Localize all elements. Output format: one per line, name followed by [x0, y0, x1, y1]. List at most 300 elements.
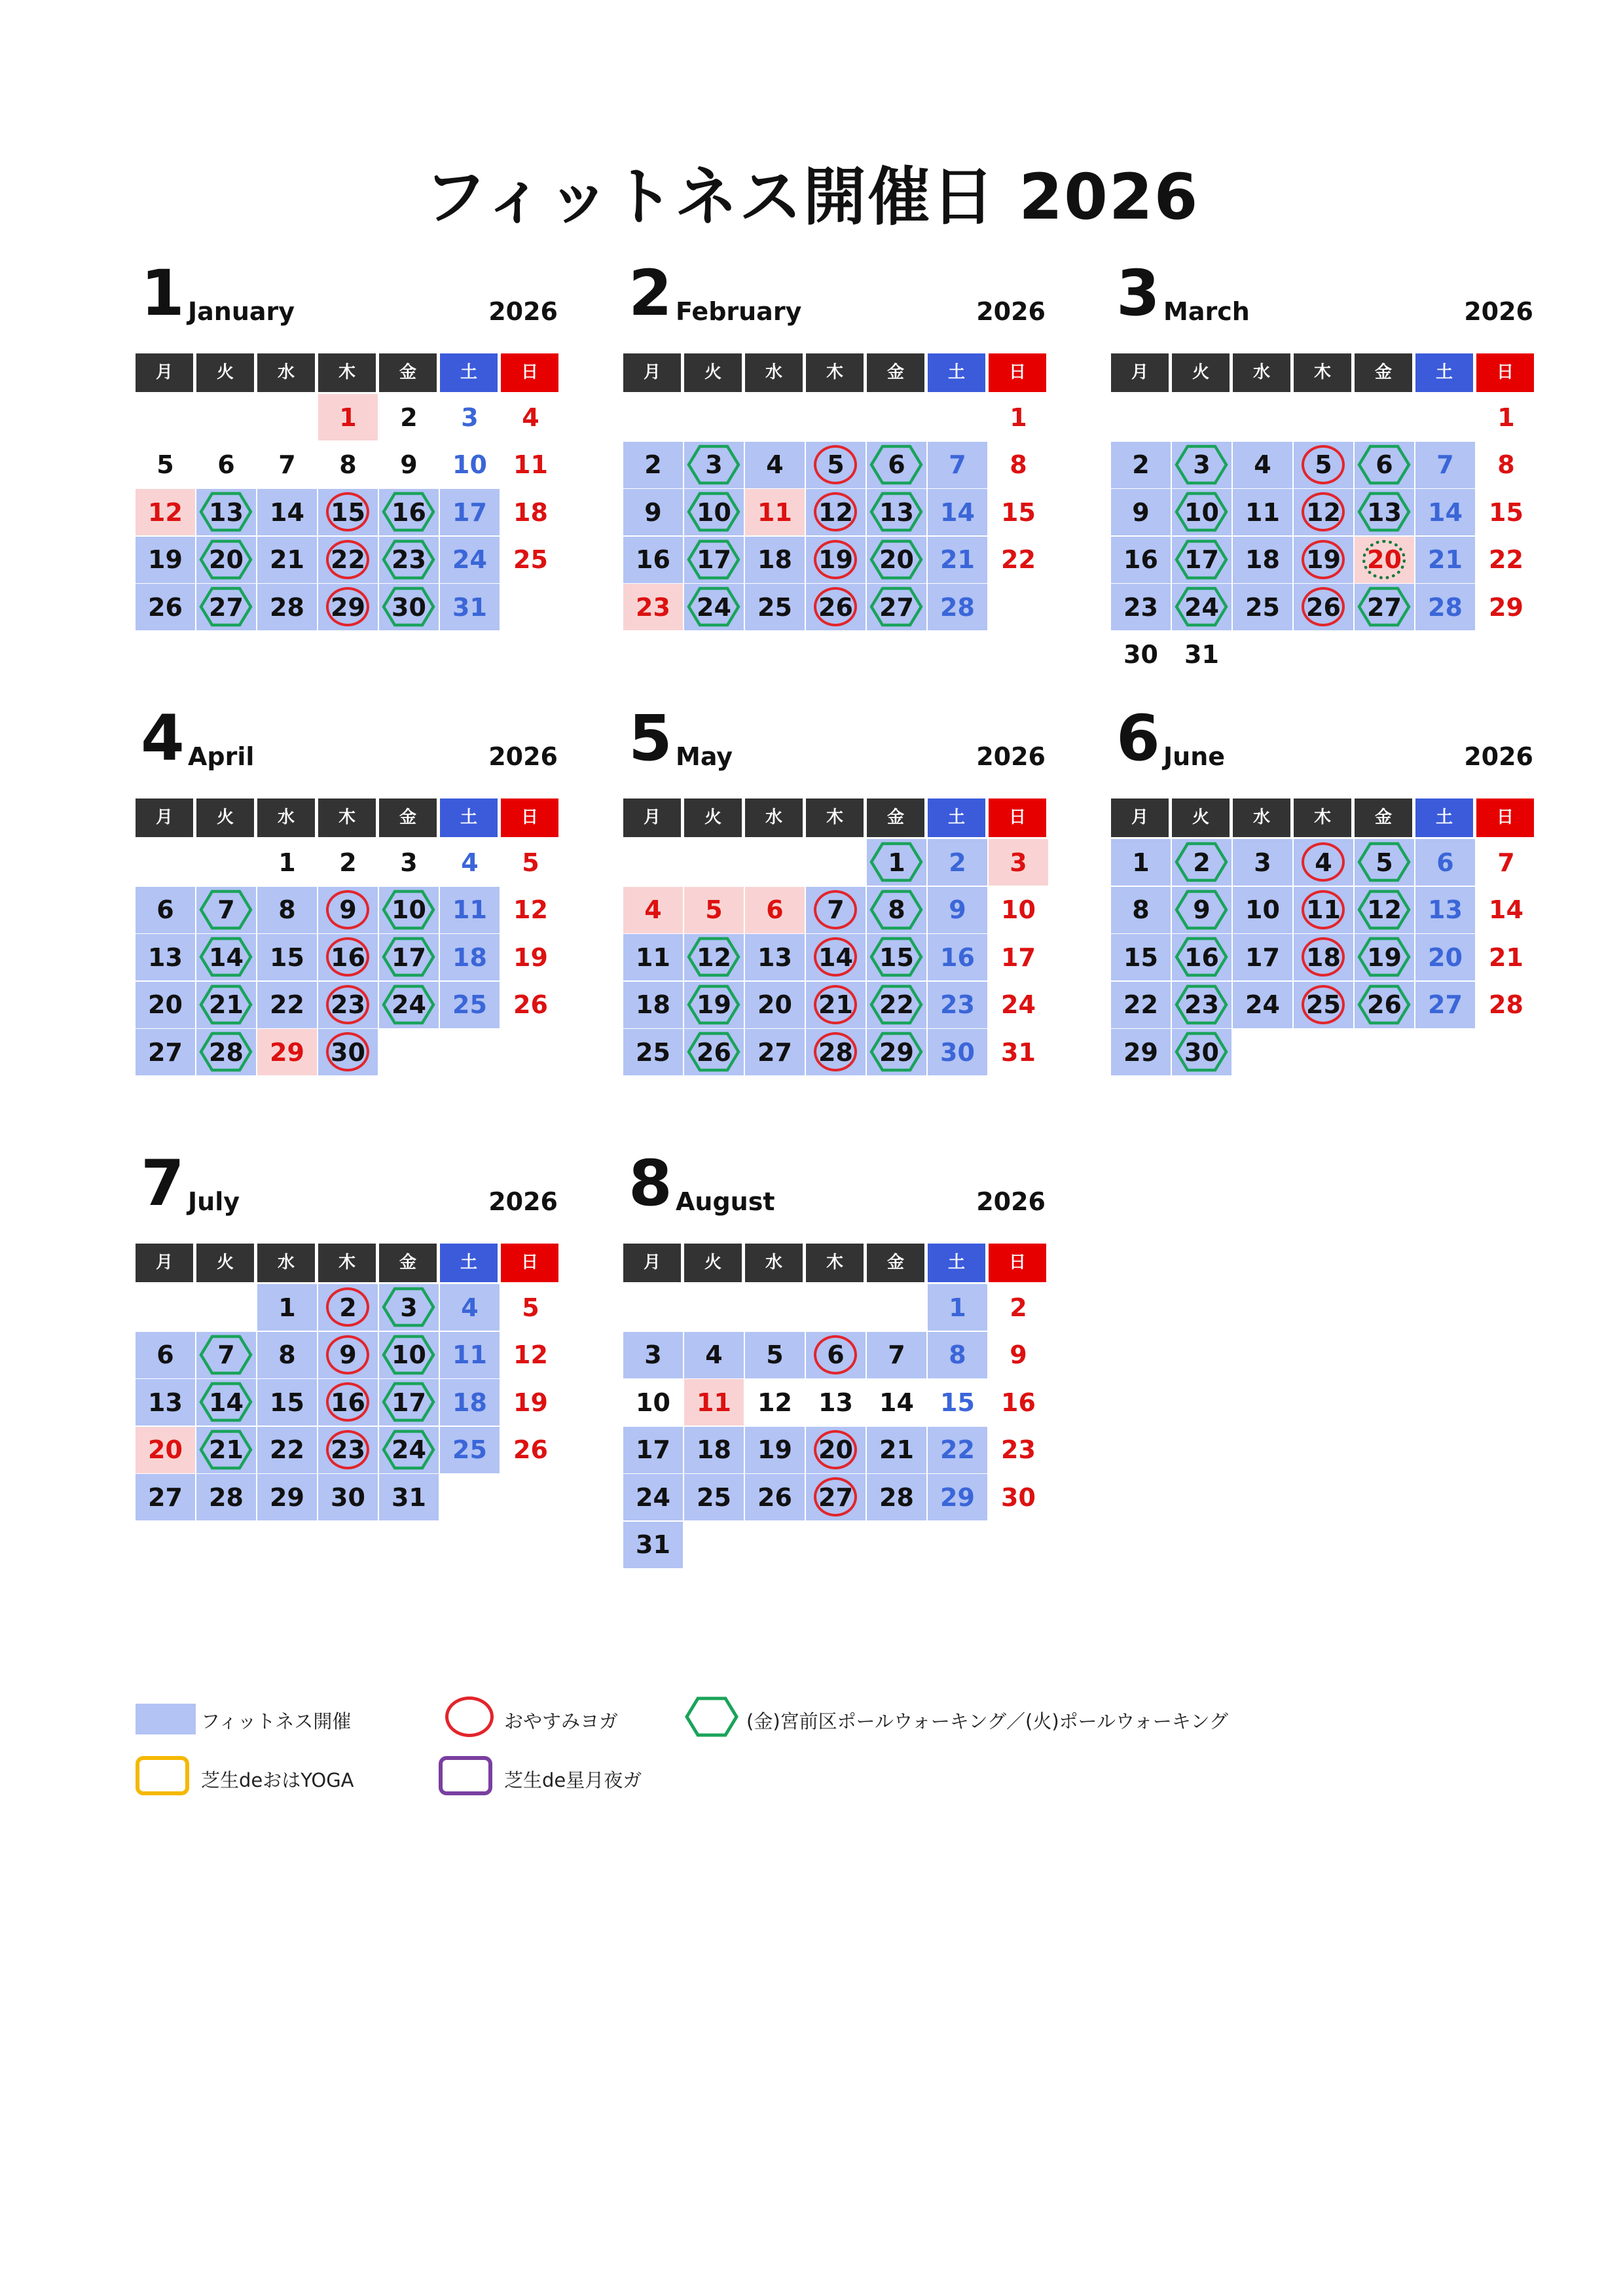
- day-cell: [501, 442, 560, 488]
- day-cell: [1233, 839, 1292, 886]
- day-number: 14: [879, 1388, 914, 1417]
- day-number: 21: [818, 990, 853, 1019]
- day-cell: [136, 982, 195, 1028]
- day-cell: [989, 982, 1048, 1028]
- day-cell: [806, 489, 866, 535]
- day-number: 30: [1184, 1037, 1219, 1067]
- day-cell: [623, 1332, 683, 1378]
- month-header: [136, 1147, 564, 1232]
- day-cell: [318, 1474, 378, 1520]
- day-cell: [1476, 839, 1536, 886]
- day-cell: [928, 537, 987, 583]
- day-number: 9: [644, 497, 662, 527]
- weekday-header: 木: [806, 798, 864, 837]
- day-cell: [867, 982, 926, 1028]
- day-number: 31: [392, 1482, 426, 1512]
- day-number: 14: [209, 942, 244, 972]
- day-number: 13: [148, 1388, 183, 1417]
- day-number: 29: [1489, 592, 1523, 622]
- day-cell: [318, 442, 378, 488]
- month-header: [623, 257, 1052, 342]
- day-cell: [1294, 887, 1353, 933]
- day-number: 18: [452, 942, 487, 972]
- day-number: 24: [1001, 990, 1036, 1019]
- day-number: 27: [148, 1037, 183, 1067]
- day-number: 11: [757, 497, 792, 527]
- day-number: 20: [1428, 942, 1463, 972]
- day-number: 4: [461, 1293, 479, 1322]
- month-january: [136, 257, 564, 622]
- day-cell: [1294, 584, 1353, 630]
- day-cell: [745, 1379, 805, 1426]
- weekday-header: 土: [440, 798, 498, 837]
- day-cell: [989, 934, 1048, 980]
- month-header: [623, 702, 1052, 787]
- day-cell: [745, 1427, 805, 1473]
- day-number: 2: [644, 450, 662, 479]
- day-cell: [989, 537, 1048, 583]
- day-number: 8: [339, 450, 357, 479]
- day-cell: [501, 1332, 560, 1378]
- day-number: 17: [1245, 942, 1280, 972]
- weekday-header: 日: [501, 1244, 558, 1282]
- day-number: 12: [697, 942, 731, 972]
- day-cell: [1172, 934, 1231, 980]
- day-cell: [867, 1474, 926, 1520]
- day-cell: [989, 1284, 1048, 1331]
- day-cell: [684, 1029, 744, 1075]
- legend-yoga-circle-icon: [445, 1696, 494, 1737]
- weekday-header: 日: [989, 798, 1046, 837]
- day-cell: [1172, 982, 1231, 1028]
- month-year: 2026: [976, 742, 1046, 771]
- day-cell: [257, 1379, 317, 1426]
- day-number: 30: [331, 1482, 365, 1512]
- legend-yoga-label: おやすみヨガ: [504, 1710, 619, 1732]
- day-cell: [684, 442, 744, 488]
- day-cell: [1355, 489, 1414, 535]
- day-number: 13: [818, 1388, 853, 1417]
- month-year: 2026: [1464, 297, 1533, 326]
- legend-morning-yoga-label: 芝生deおはYOGA: [201, 1769, 354, 1791]
- day-cell: [623, 1427, 683, 1473]
- day-cell: [440, 489, 500, 535]
- day-number: 8: [1132, 895, 1150, 924]
- day-cell: [928, 442, 987, 488]
- day-number: 1: [1010, 403, 1027, 432]
- day-number: 22: [940, 1435, 975, 1464]
- day-cell: [440, 1332, 500, 1378]
- day-number: 9: [339, 895, 357, 924]
- weekday-header: 月: [136, 798, 193, 837]
- day-number: 6: [827, 1340, 845, 1369]
- day-cell: [501, 1284, 560, 1331]
- day-cell: [867, 1332, 926, 1378]
- day-number: 5: [522, 848, 539, 877]
- day-cell: [1111, 1029, 1171, 1075]
- day-cell: [257, 1332, 317, 1378]
- day-number: 16: [1123, 545, 1158, 574]
- day-number: 24: [697, 592, 731, 622]
- day-cell: [1476, 584, 1536, 630]
- page-title: フィットネス開催日 2026: [424, 160, 1199, 234]
- day-number: 23: [940, 990, 975, 1019]
- day-number: 2: [1193, 848, 1211, 877]
- month-name: April: [188, 742, 255, 771]
- day-number: 30: [1001, 1482, 1036, 1512]
- day-number: 10: [392, 1340, 426, 1369]
- day-cell: [1415, 537, 1475, 583]
- weekday-header: 火: [1172, 798, 1230, 837]
- weekday-header: 水: [1233, 798, 1290, 837]
- day-cell: [1476, 442, 1536, 488]
- day-number: 2: [949, 848, 966, 877]
- day-cell: [318, 887, 378, 933]
- month-name: July: [188, 1187, 240, 1216]
- weekday-header: 金: [379, 1244, 437, 1282]
- weekday-header: 水: [745, 353, 803, 392]
- month-name: February: [676, 297, 802, 326]
- day-number: 25: [513, 545, 548, 574]
- day-cell: [928, 1029, 987, 1075]
- day-cell: [379, 489, 439, 535]
- month-number: 3: [1116, 257, 1160, 330]
- day-cell: [928, 982, 987, 1028]
- weekday-header: 月: [136, 353, 193, 392]
- day-cell: [1355, 934, 1414, 980]
- day-number: 17: [697, 545, 731, 574]
- day-cell: [1111, 442, 1171, 488]
- day-cell: [136, 537, 195, 583]
- day-number: 15: [270, 942, 304, 972]
- day-cell: [257, 839, 317, 886]
- day-number: 16: [940, 942, 975, 972]
- weekday-header: 月: [623, 1244, 681, 1282]
- day-number: 8: [1497, 450, 1515, 479]
- day-cell: [684, 934, 744, 980]
- day-cell: [684, 1332, 744, 1378]
- weekday-header: 土: [1415, 353, 1473, 392]
- day-number: 3: [461, 403, 479, 432]
- day-number: 13: [757, 942, 792, 972]
- day-number: 24: [636, 1482, 670, 1512]
- weekday-header: 月: [1111, 798, 1169, 837]
- legend-fitness-swatch: [136, 1704, 196, 1734]
- month-number: 4: [141, 702, 185, 775]
- day-cell: [196, 1029, 256, 1075]
- month-number: 5: [629, 702, 672, 775]
- day-number: 18: [697, 1435, 731, 1464]
- day-cell: [1233, 442, 1292, 488]
- day-number: 19: [757, 1435, 792, 1464]
- day-cell: [318, 584, 378, 630]
- day-number: 23: [331, 1435, 365, 1464]
- month-year: 2026: [488, 1187, 558, 1216]
- day-number: 10: [697, 497, 731, 527]
- day-cell: [623, 537, 683, 583]
- day-cell: [806, 1379, 866, 1426]
- day-number: 13: [879, 497, 914, 527]
- weekday-header: 土: [928, 798, 985, 837]
- day-number: 22: [879, 990, 914, 1019]
- day-number: 12: [757, 1388, 792, 1417]
- day-cell: [440, 887, 500, 933]
- day-number: 28: [879, 1482, 914, 1512]
- day-number: 10: [636, 1388, 670, 1417]
- day-cell: [867, 887, 926, 933]
- day-number: 10: [1245, 895, 1280, 924]
- day-number: 26: [818, 592, 853, 622]
- day-cell: [257, 1474, 317, 1520]
- day-number: 14: [1428, 497, 1463, 527]
- weekday-header: 木: [318, 1244, 376, 1282]
- day-number: 22: [270, 990, 304, 1019]
- day-number: 12: [513, 895, 548, 924]
- day-cell: [806, 1474, 866, 1520]
- day-number: 7: [1436, 450, 1454, 479]
- day-number: 17: [392, 1388, 426, 1417]
- day-number: 9: [1132, 497, 1150, 527]
- weekday-header: 火: [196, 353, 254, 392]
- day-number: 21: [209, 1435, 244, 1464]
- day-cell: [684, 1379, 744, 1426]
- day-number: 22: [1489, 545, 1523, 574]
- weekday-header: 水: [745, 1244, 803, 1282]
- day-number: 4: [1254, 450, 1271, 479]
- day-cell: [989, 1474, 1048, 1520]
- day-cell: [1172, 584, 1231, 630]
- day-number: 10: [392, 895, 426, 924]
- day-number: 24: [392, 990, 426, 1019]
- day-number: 19: [1367, 942, 1402, 972]
- day-number: 25: [452, 1435, 487, 1464]
- day-cell: [989, 489, 1048, 535]
- day-cell: [379, 537, 439, 583]
- day-cell: [1355, 839, 1414, 886]
- weekday-header: 水: [257, 1244, 315, 1282]
- day-number: 22: [331, 545, 365, 574]
- day-number: 4: [1315, 848, 1332, 877]
- day-cell: [623, 982, 683, 1028]
- day-cell: [440, 839, 500, 886]
- day-number: 25: [697, 1482, 731, 1512]
- day-number: 7: [217, 1340, 235, 1369]
- day-number: 2: [1010, 1293, 1027, 1322]
- day-cell: [867, 442, 926, 488]
- day-cell: [257, 489, 317, 535]
- day-cell: [440, 537, 500, 583]
- day-number: 7: [1497, 848, 1515, 877]
- day-number: 19: [697, 990, 731, 1019]
- day-number: 17: [1001, 942, 1036, 972]
- weekday-header: 日: [1476, 353, 1534, 392]
- day-cell: [1355, 584, 1414, 630]
- day-cell: [196, 982, 256, 1028]
- month-header: [1111, 702, 1540, 787]
- day-number: 16: [636, 545, 670, 574]
- weekday-header: 土: [440, 1244, 498, 1282]
- day-cell: [745, 442, 805, 488]
- month-year: 2026: [1464, 742, 1533, 771]
- day-number: 25: [636, 1037, 670, 1067]
- day-number: 4: [766, 450, 784, 479]
- month-number: 2: [629, 257, 672, 330]
- day-number: 20: [818, 1435, 853, 1464]
- day-number: 4: [522, 403, 539, 432]
- day-cell: [257, 1284, 317, 1331]
- weekday-header: 水: [745, 798, 803, 837]
- day-cell: [1233, 537, 1292, 583]
- day-cell: [379, 1379, 439, 1426]
- day-cell: [501, 489, 560, 535]
- day-number: 9: [949, 895, 966, 924]
- day-number: 25: [1245, 592, 1280, 622]
- day-number: 12: [818, 497, 853, 527]
- legend-night-yoga-icon: [439, 1756, 492, 1795]
- day-number: 6: [1376, 450, 1393, 479]
- day-cell: [318, 982, 378, 1028]
- day-cell: [1294, 839, 1353, 886]
- weekday-header: 金: [379, 798, 437, 837]
- day-number: 5: [522, 1293, 539, 1322]
- day-number: 18: [513, 497, 548, 527]
- day-cell: [623, 934, 683, 980]
- day-cell: [196, 1474, 256, 1520]
- day-number: 28: [209, 1482, 244, 1512]
- day-cell: [379, 1332, 439, 1378]
- day-cell: [745, 584, 805, 630]
- day-number: 19: [148, 545, 183, 574]
- day-number: 9: [339, 1340, 357, 1369]
- month-name: March: [1163, 297, 1250, 326]
- day-cell: [257, 442, 317, 488]
- day-number: 10: [1001, 895, 1036, 924]
- day-number: 3: [1010, 848, 1027, 877]
- weekday-header: 木: [318, 353, 376, 392]
- day-cell: [684, 1474, 744, 1520]
- day-number: 28: [1428, 592, 1463, 622]
- day-cell: [745, 1332, 805, 1378]
- day-number: 6: [888, 450, 905, 479]
- day-number: 17: [392, 942, 426, 972]
- month-year: 2026: [976, 1187, 1046, 1216]
- month-year: 2026: [976, 297, 1046, 326]
- day-number: 27: [209, 592, 244, 622]
- day-cell: [623, 1522, 683, 1568]
- weekday-header: 金: [1355, 798, 1412, 837]
- day-cell: [1355, 982, 1414, 1028]
- day-number: 31: [1001, 1037, 1036, 1067]
- day-cell: [379, 1284, 439, 1331]
- day-number: 27: [879, 592, 914, 622]
- day-number: 16: [392, 497, 426, 527]
- day-cell: [684, 887, 744, 933]
- weekday-header: 日: [989, 353, 1046, 392]
- day-number: 24: [452, 545, 487, 574]
- day-cell: [989, 1029, 1048, 1075]
- day-number: 7: [949, 450, 966, 479]
- weekday-header: 金: [867, 353, 924, 392]
- day-number: 1: [278, 848, 296, 877]
- day-number: 25: [757, 592, 792, 622]
- day-cell: [806, 584, 866, 630]
- day-cell: [1415, 489, 1475, 535]
- day-cell: [928, 1284, 987, 1331]
- day-cell: [196, 584, 256, 630]
- day-number: 9: [400, 450, 418, 479]
- day-number: 1: [888, 848, 905, 877]
- day-cell: [928, 584, 987, 630]
- day-cell: [1415, 934, 1475, 980]
- day-cell: [257, 982, 317, 1028]
- day-number: 8: [278, 1340, 296, 1369]
- day-cell: [745, 934, 805, 980]
- day-number: 1: [1132, 848, 1150, 877]
- day-cell: [136, 489, 195, 535]
- day-number: 14: [818, 942, 853, 972]
- day-number: 26: [513, 1435, 548, 1464]
- weekday-header: 水: [257, 353, 315, 392]
- day-number: 9: [1010, 1340, 1027, 1369]
- day-number: 17: [636, 1435, 670, 1464]
- legend-morning-yoga-icon: [136, 1756, 189, 1795]
- weekday-header: 火: [684, 1244, 742, 1282]
- day-number: 30: [1123, 640, 1158, 669]
- day-number: 1: [949, 1293, 966, 1322]
- day-number: 26: [1306, 592, 1341, 622]
- day-cell: [623, 584, 683, 630]
- day-cell: [1294, 537, 1353, 583]
- month-header: [136, 257, 564, 342]
- day-cell: [806, 887, 866, 933]
- day-cell: [440, 584, 500, 630]
- day-cell: [989, 1427, 1048, 1473]
- day-number: 16: [1184, 942, 1219, 972]
- weekday-header: 水: [257, 798, 315, 837]
- month-name: January: [188, 297, 295, 326]
- day-cell: [1172, 489, 1231, 535]
- day-cell: [1355, 537, 1414, 583]
- day-number: 25: [452, 990, 487, 1019]
- day-number: 22: [1001, 545, 1036, 574]
- day-cell: [745, 1474, 805, 1520]
- day-cell: [501, 887, 560, 933]
- day-number: 28: [209, 1037, 244, 1067]
- day-number: 11: [452, 895, 487, 924]
- day-number: 28: [940, 592, 975, 622]
- day-cell: [1415, 839, 1475, 886]
- day-cell: [440, 1427, 500, 1473]
- day-cell: [196, 1332, 256, 1378]
- day-cell: [257, 1427, 317, 1473]
- day-cell: [379, 982, 439, 1028]
- day-cell: [379, 442, 439, 488]
- day-cell: [1476, 934, 1536, 980]
- day-cell: [806, 934, 866, 980]
- day-cell: [440, 1379, 500, 1426]
- day-cell: [318, 934, 378, 980]
- day-number: 23: [331, 990, 365, 1019]
- day-cell: [928, 839, 987, 886]
- day-number: 26: [1367, 990, 1402, 1019]
- day-cell: [1355, 887, 1414, 933]
- day-number: 3: [400, 1293, 418, 1322]
- day-cell: [196, 887, 256, 933]
- weekday-header: 金: [379, 353, 437, 392]
- day-number: 4: [644, 895, 662, 924]
- day-number: 20: [148, 990, 183, 1019]
- legend-walking-hexagon-icon: [685, 1696, 739, 1737]
